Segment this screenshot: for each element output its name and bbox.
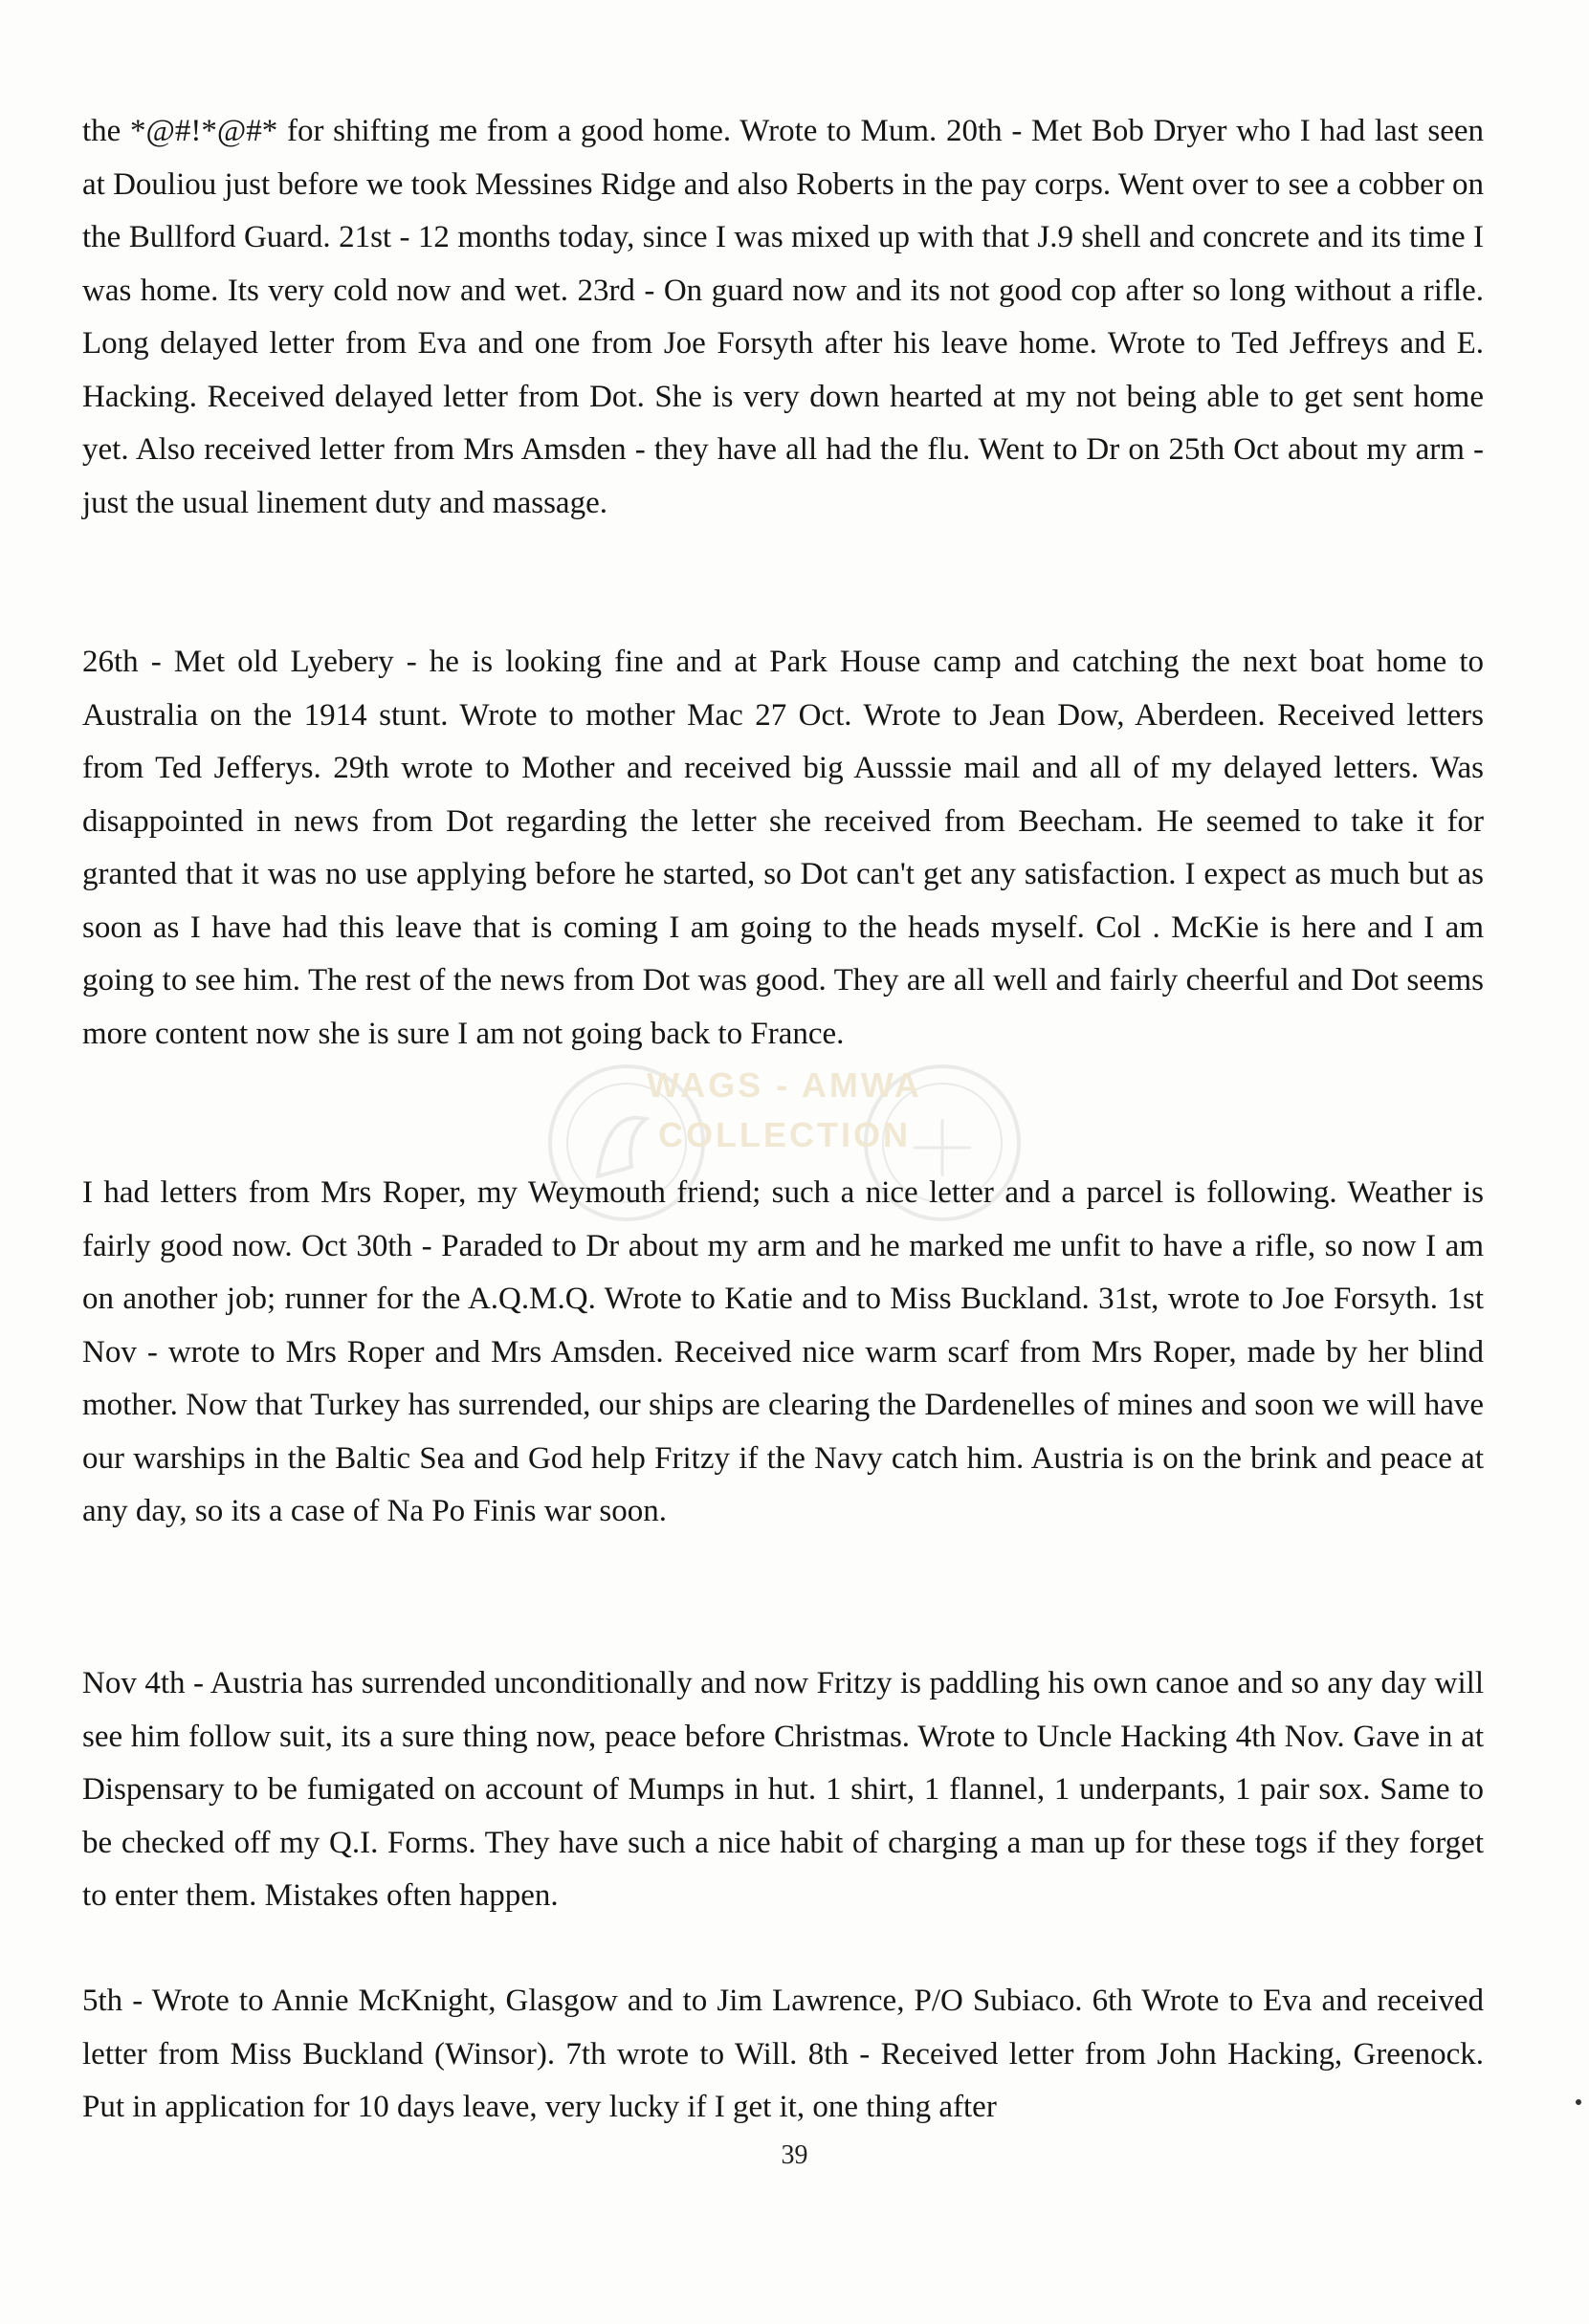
paragraph-text: 26th - Met old Lyebery - he is looking fine and at Park House camp and catching the next boat home to Australia on the 1914 stunt. Wrote to mother Mac 27 Oct. Wrote to Jean Dow, Aberdeen. Received letters from Ted Jefferys. 29th wrote to Mother and received big Ausssie mail and all of my delayed letters. Was disappointed in news from Dot regarding the letter she received from Beecham. He seemed to take it for granted that it was no use applying before he started, so Dot can't get any satisfaction. I expect as much but as soon as I have had this leave that is coming I am going to the heads myself. Col . McKie is here and I am going to see him. The rest of the news from Dot was good. They are all well and fairly cheerful and Dot seems more content now she is sure I am not going back to France. [82,645,1484,1051]
paragraph [82,1975,1484,2135]
scan-dot [1576,2099,1581,2105]
watermark-subtitle: COLLECTION [658,1115,911,1154]
watermark-title: WAGS - AMWA [647,1065,922,1105]
paragraph-text: the *@#!*@#* for shifting me from a good home. Wrote to Mum. 20th - Met Bob Dryer who I had last seen at Douliou just before we took Messines Ridge and also Roberts in the pay corps. Went over to see a cobber on the Bullford Guard. 21st - 12 months today, since I was mixed up with that J.9 shell and concrete and its time I was home. Its very cold now and wet. 23rd - On guard now and its not good cop after so long without a rifle. Long delayed letter from Eva and one from Joe Forsyth after his leave home. Wrote to Ted Jeffreys and E. Hacking. Received delayed letter from Dot. She is very down hearted at my not being able to get sent home yet. Also received letter from Mrs Amsden - they have all had the flu. Went to Dr on 25th Oct about my arm - just the usual linement duty and massage. [82,114,1484,520]
paragraph [82,1657,1484,1923]
paragraph [82,636,1484,1061]
paragraph [82,1167,1484,1539]
paragraph [82,105,1484,530]
paragraph-text: Nov 4th - Austria has surrended unconditionally and now Fritzy is paddling his own canoe and so any day will see him follow suit, its a sure thing now, peace before Christmas. Wrote to Uncle Hacking 4th Nov. Gave in at Dispensary to be fumigated on account of Mumps in hut. 1 shirt, 1 flannel, 1 underpants, 1 pair sox. Same to be checked off my Q.I. Forms. They have such a nice habit of charging a man up for these togs if they forget to enter them. Mistakes often happen. [82,1666,1484,1913]
page-number: 39 [781,2140,808,2170]
paragraph-text: 5th - Wrote to Annie McKnight, Glasgow and to Jim Lawrence, P/O Subiaco. 6th Wrote to Eva and received letter from Miss Buckland (Winsor). 7th wrote to Will. 8th - Received letter from John Hacking, Greenock. Put in application for 10 days leave, very lucky if I get it, one thing after [82,1984,1484,2124]
paragraph-text: I had letters from Mrs Roper, my Weymouth friend; such a nice letter and a parcel is following. Weather is fairly good now. Oct 30th - Paraded to Dr about my arm and he marked me unfit to have a rifle, so now I am on another job; runner for the A.Q.M.Q. Wrote to Katie and to Miss Buckland. 31st, wrote to Joe Forsyth. 1st Nov - wrote to Mrs Roper and Mrs Amsden. Received nice warm scarf from Mrs Roper, made by her blind mother. Now that Turkey has surrended, our ships are clearing the Dardenelles of mines and soon we will have our warships in the Baltic Sea and God help Fritzy if the Navy catch him. Austria is on the brink and peace at any day, so its a case of Na Po Finis war soon. [82,1175,1484,1528]
